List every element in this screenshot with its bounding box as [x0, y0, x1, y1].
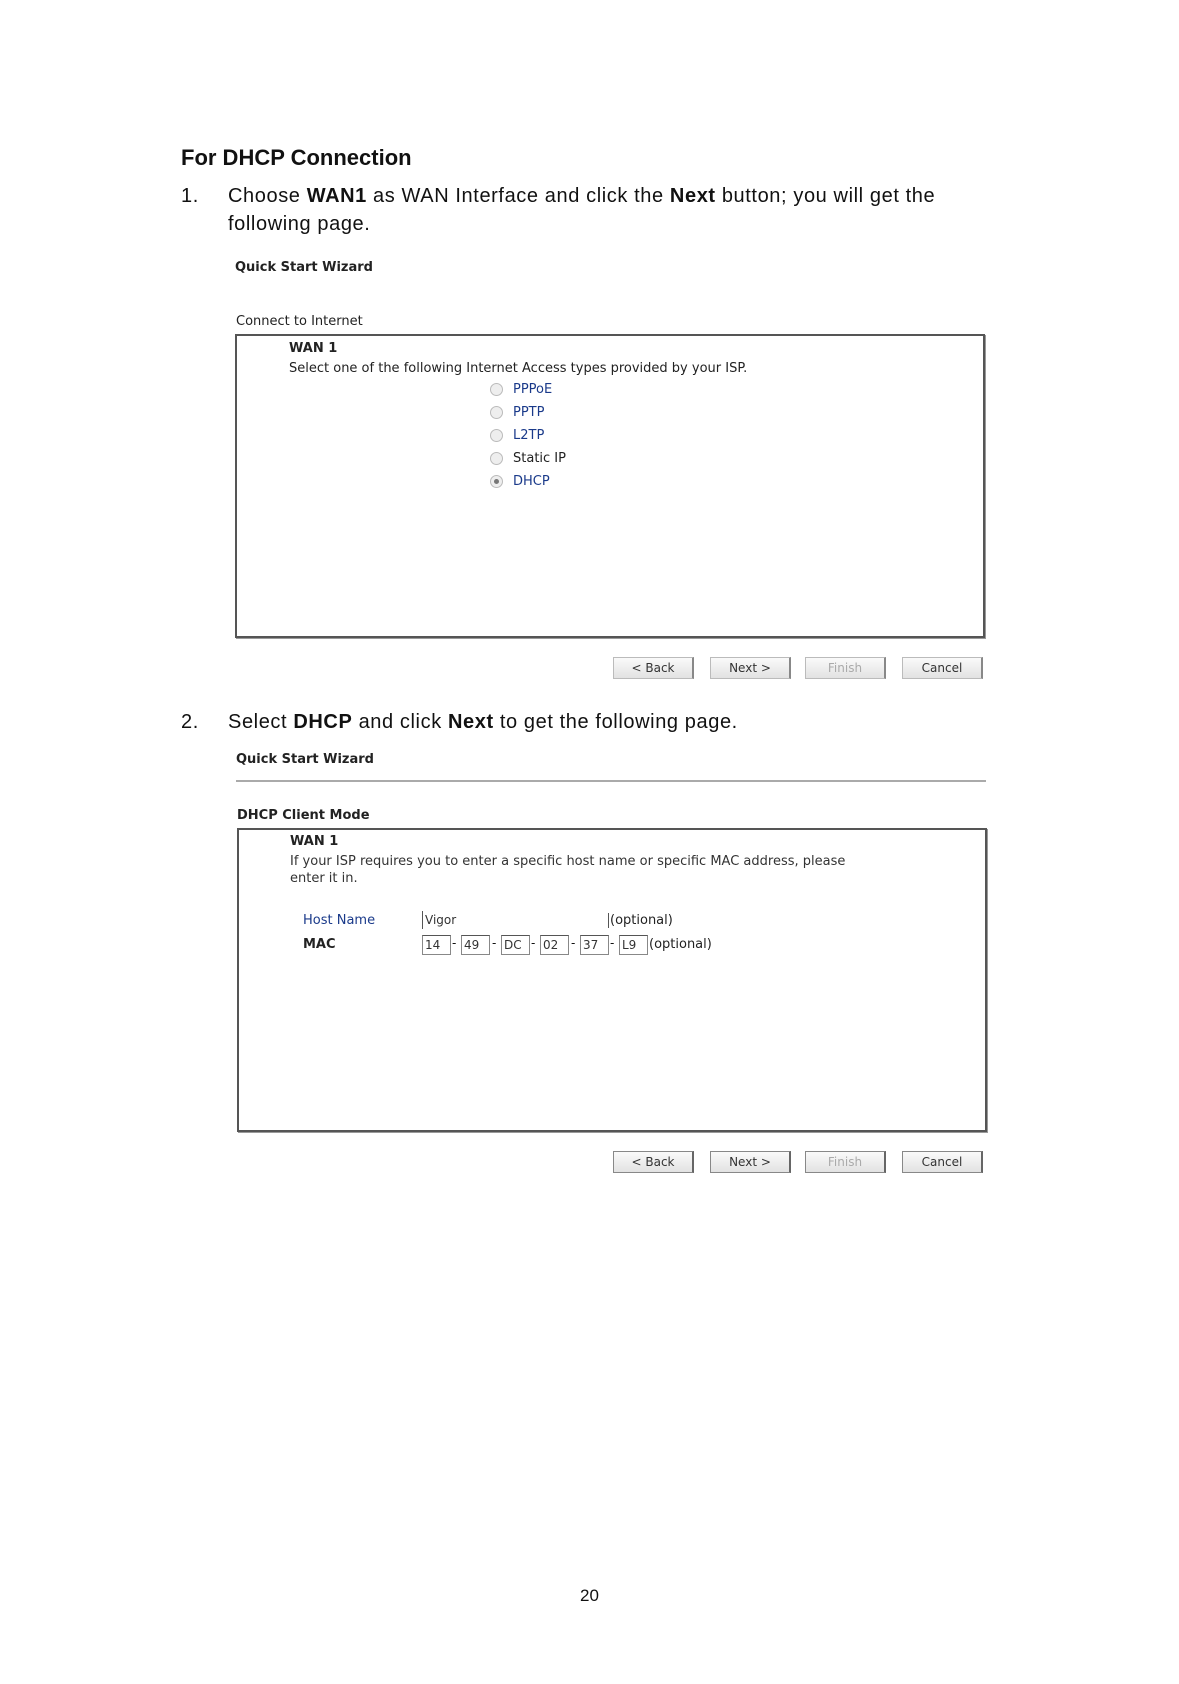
wizard-panel: [235, 334, 985, 638]
wan-label: WAN 1: [289, 341, 338, 356]
mac-separator: -: [610, 936, 615, 950]
wizard-panel: [237, 828, 987, 1132]
mac-note: (optional): [649, 937, 712, 952]
radio-label: Static IP: [513, 451, 566, 466]
wan-label: WAN 1: [290, 834, 339, 849]
step-number: 1.: [181, 185, 199, 207]
instruction-text: Select one of the following Internet Access types provided by your ISP.: [289, 361, 748, 376]
finish-button[interactable]: Finish: [805, 657, 886, 679]
radio-pppoe[interactable]: [490, 383, 503, 396]
mac-separator: -: [531, 936, 536, 950]
host-name-label: Host Name: [303, 913, 376, 928]
radio-label: L2TP: [513, 428, 545, 443]
next-button[interactable]: Next >: [710, 1151, 791, 1173]
radio-label: DHCP: [513, 474, 550, 489]
mac-input-6[interactable]: L9: [619, 935, 648, 955]
wizard-section-title: Connect to Internet: [236, 314, 363, 329]
step1-text: Choose WAN1 as WAN Interface and click the Next button; you will get the: [228, 185, 936, 207]
finish-button[interactable]: Finish: [805, 1151, 886, 1173]
step1-text-line2: following page.: [228, 213, 371, 235]
mac-separator: -: [571, 936, 576, 950]
radio-pptp[interactable]: [490, 406, 503, 419]
page-number: 20: [580, 1586, 599, 1605]
back-button[interactable]: < Back: [613, 657, 694, 679]
mac-separator: -: [492, 936, 497, 950]
radio-dhcp[interactable]: [490, 475, 503, 488]
mac-input-1[interactable]: 14: [422, 935, 451, 955]
mac-label: MAC: [303, 937, 336, 952]
instruction-text: If your ISP requires you to enter a specific host name or specific MAC address, please: [290, 854, 846, 869]
section-heading: For DHCP Connection: [181, 145, 412, 170]
wizard-section-title: DHCP Client Mode: [237, 808, 370, 823]
cancel-button[interactable]: Cancel: [902, 1151, 983, 1173]
radio-l2tp[interactable]: [490, 429, 503, 442]
mac-input-3[interactable]: DC: [501, 935, 530, 955]
mac-input-4[interactable]: 02: [540, 935, 569, 955]
mac-input-2[interactable]: 49: [461, 935, 490, 955]
wizard-title: Quick Start Wizard: [235, 260, 373, 275]
divider: [236, 780, 986, 782]
back-button[interactable]: < Back: [613, 1151, 694, 1173]
mac-separator: -: [452, 936, 457, 950]
cancel-button[interactable]: Cancel: [902, 657, 983, 679]
radio-label: PPTP: [513, 405, 545, 420]
host-name-input[interactable]: Vigor: [422, 911, 605, 929]
step2-text: Select DHCP and click Next to get the following page.: [228, 711, 738, 733]
step-number: 2.: [181, 711, 199, 733]
host-name-note: (optional): [610, 913, 673, 928]
wizard-title: Quick Start Wizard: [236, 752, 374, 767]
mac-input-5[interactable]: 37: [580, 935, 609, 955]
radio-label: PPPoE: [513, 382, 553, 397]
next-button[interactable]: Next >: [710, 657, 791, 679]
instruction-text-line2: enter it in.: [290, 871, 358, 886]
radio-static-ip[interactable]: [490, 452, 503, 465]
